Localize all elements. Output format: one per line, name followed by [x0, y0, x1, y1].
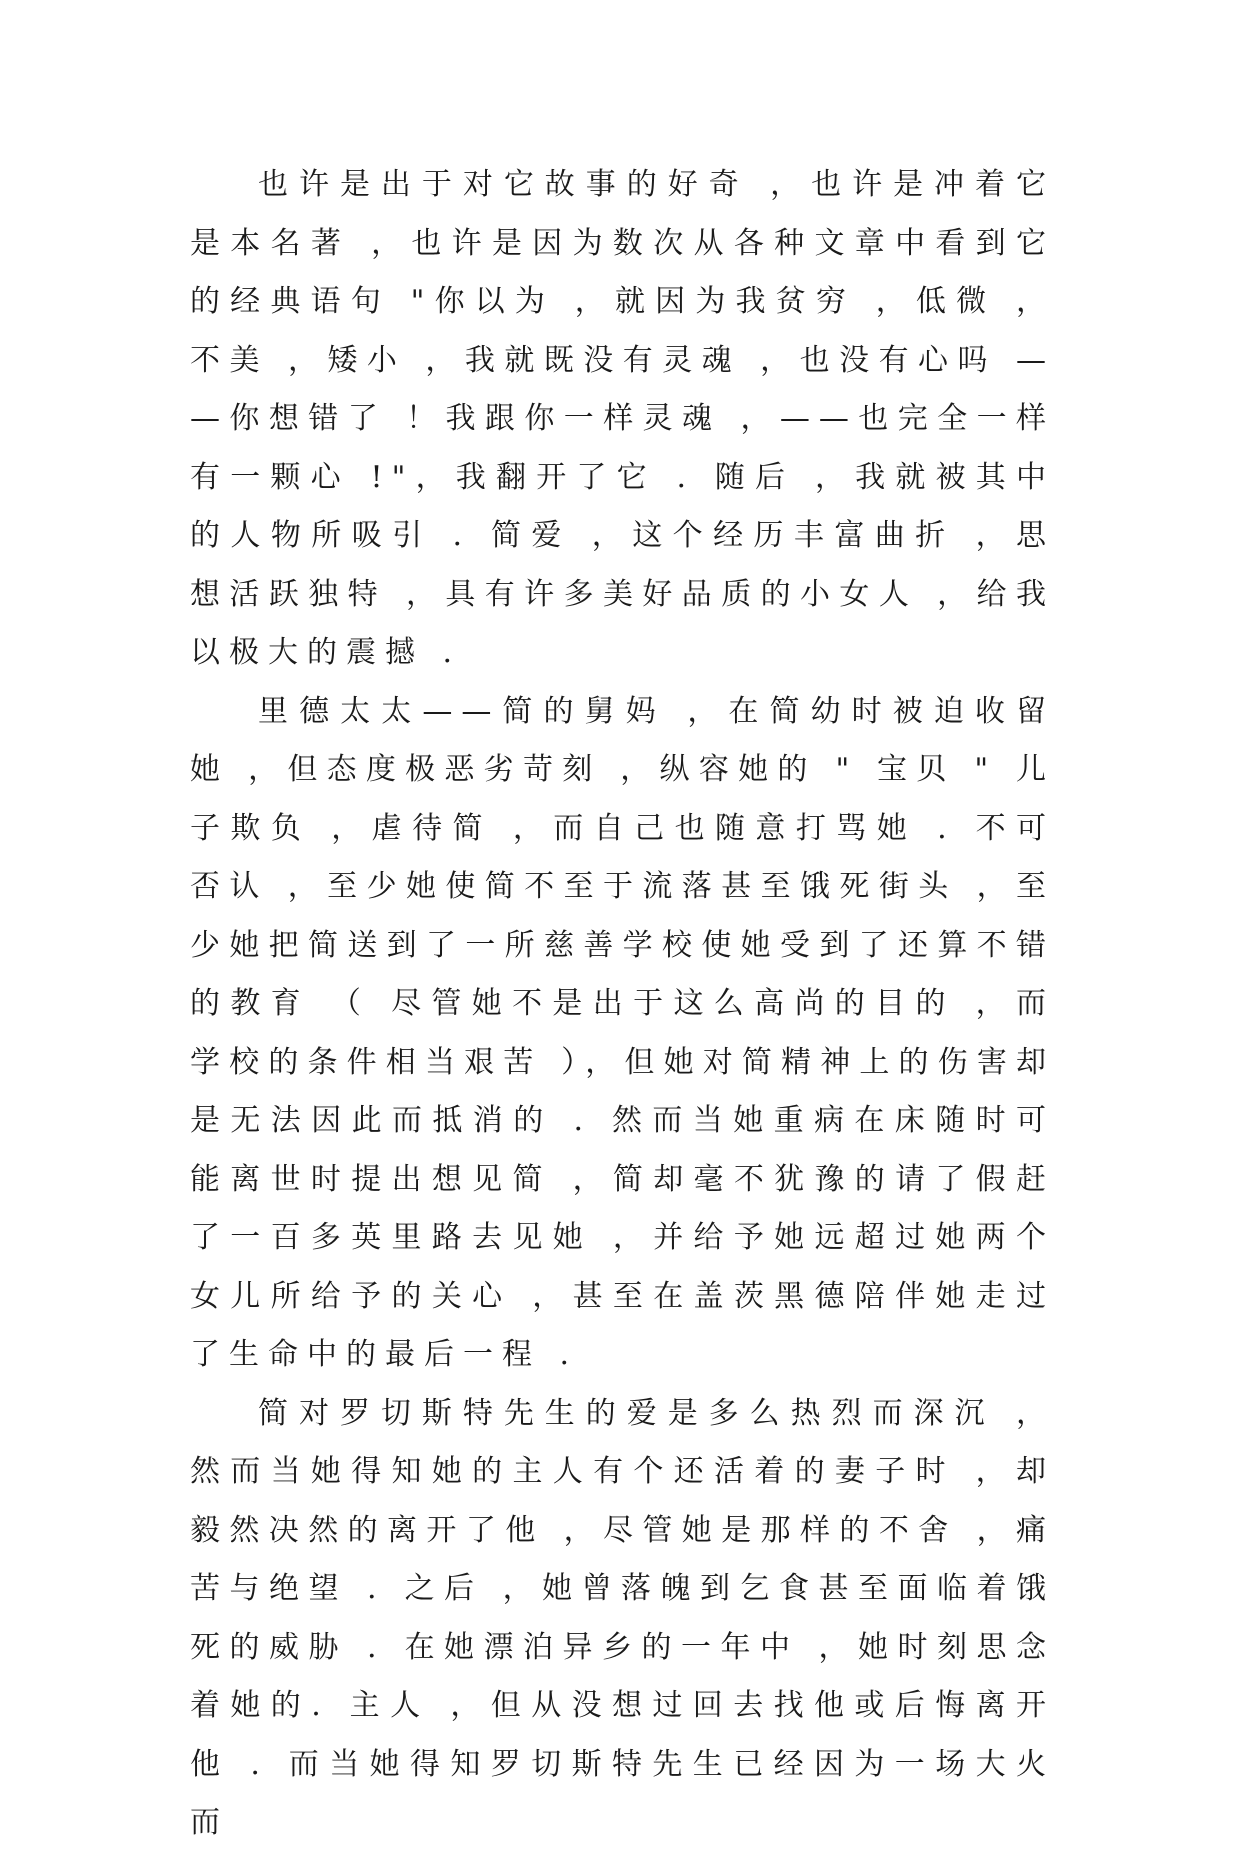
paragraph: 简对罗切斯特先生的爱是多么热烈而深沉 ，然而当她得知她的主人有个还活着的妻子时 ，却毅然决然的离开了他 ，尽管她是那样的不舍 ，痛苦与绝望 . 之后 ，她曾落魄到乞食甚至面临着饿死的威胁 . 在她漂泊异乡的一年中 ，她时刻思念着她的. 主人 ，但从没想过回去找他或后悔离开他 . 而当她得知罗切斯特先生已经因为一场大火而 — [190, 1395, 1055, 1840]
paragraph: 里德太太——简的舅妈 ，在简幼时被迫收留她 ，但态度极恶劣苛刻 ，纵容她的 " 宝贝 " 儿子欺负 ，虐待简 ，而自己也随意打骂她 . 不可否认 ，至少她使简不至于流落甚至饿死街头 ，至少她把简送到了一所慈善学校使她受到了还算不错的教育 （ 尽管她不是出于这么高尚的目的 ，而学校的条件相当艰苦 ），但她对简精神上的伤害却是无法因此而抵消的 . 然而当她重病在床随时可能离世时提出想见简 ，简却毫不犹豫的请了假赶了一百多英里路去见她 ，并给予她远超过她两个女儿所给予的关心 ，甚至在盖茨黑德陪伴她走过了生命中的最后一程 . — [190, 693, 1055, 1372]
document-body — [190, 156, 1055, 1853]
paragraph: 也许是出于对它故事的好奇 ，也许是冲着它是本名著 ，也许是因为数次从各种文章中看到它的经典语句 "你以为 ，就因为我贫穷 ，低微 ，不美 ，矮小 ，我就既没有灵魂 ，也没有心吗 ——你想错了 ！我跟你一样灵魂 ，——也完全一样有一颗心 !"，我翻开了它 . 随后 ，我就被其中的人物所吸引 . 简爱 ，这个经历丰富曲折 ，思想活跃独特 ，具有许多美好品质的小女人 ，给我以极大的震撼 . — [190, 167, 1055, 670]
